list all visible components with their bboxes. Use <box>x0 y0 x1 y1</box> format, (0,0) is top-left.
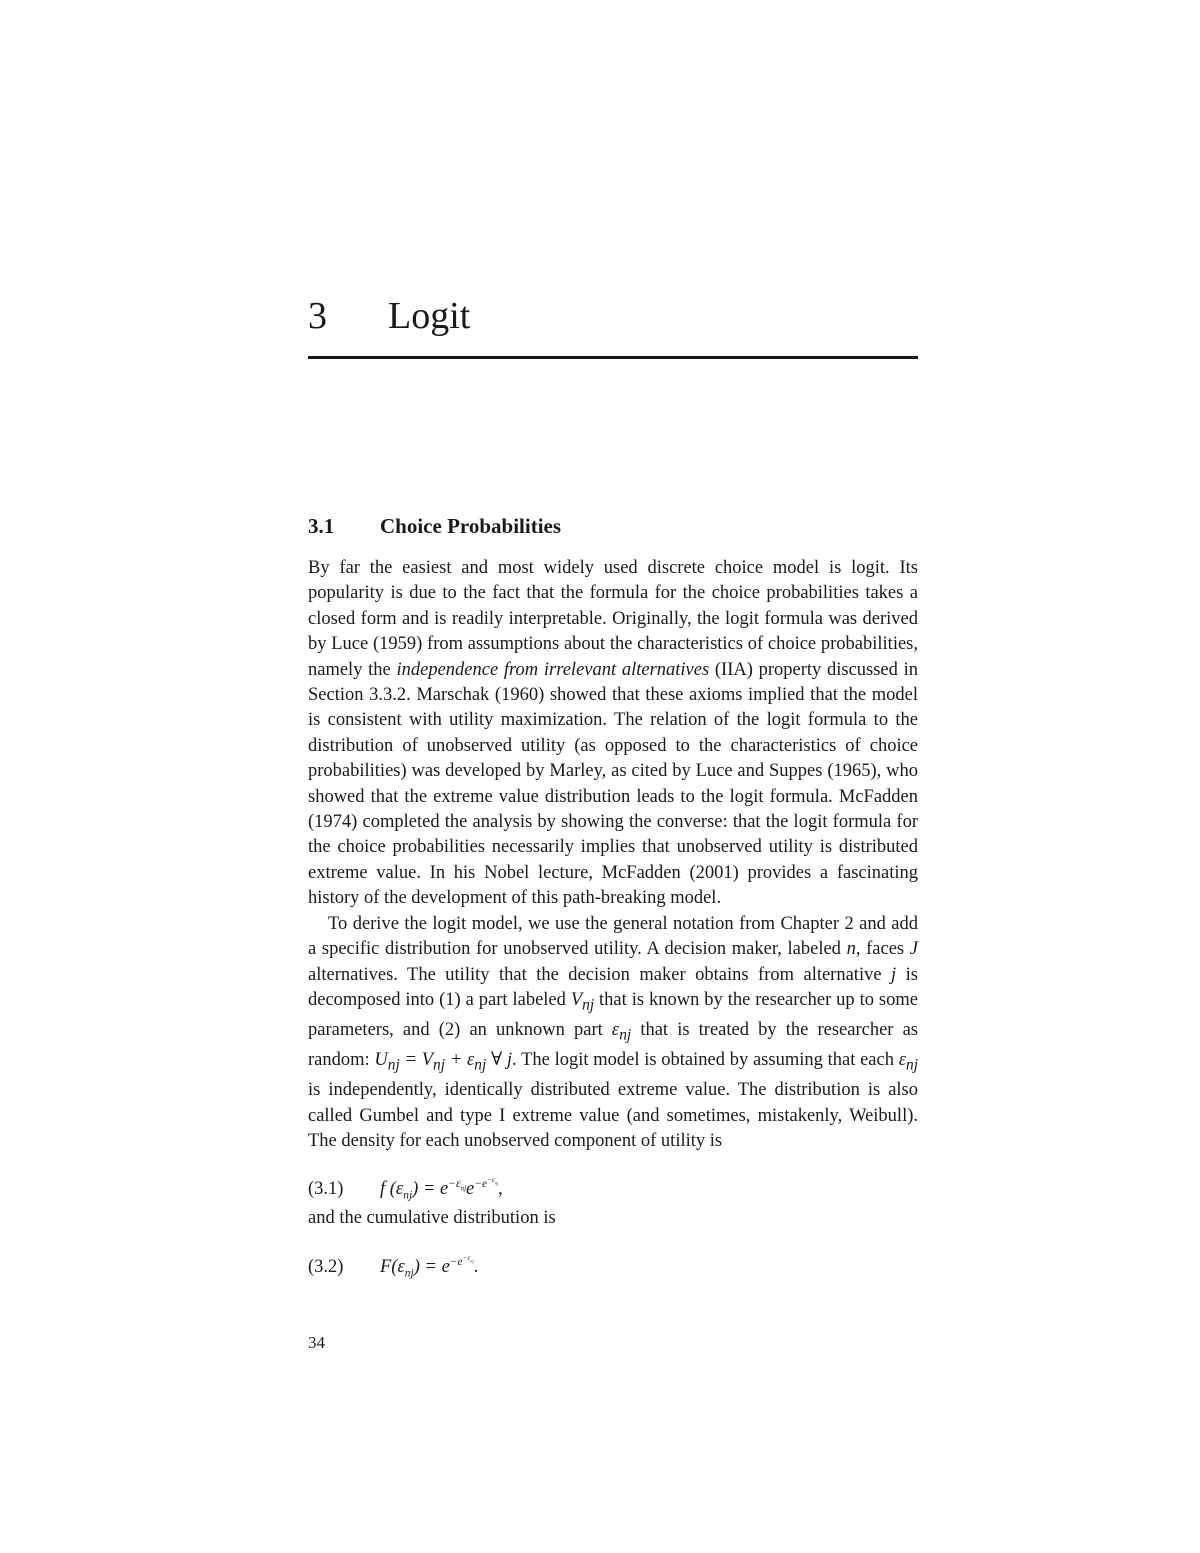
eq-exp-text: −ε <box>462 1253 471 1262</box>
math-eps-nj <box>611 1020 632 1044</box>
eq-subscript: nj <box>460 1184 467 1193</box>
connector-text: and the cumulative distribution is <box>308 1208 556 1229</box>
paragraph-2-text: that is treated by the researcher as random: <box>308 1020 919 1071</box>
math-utility-decomposition <box>374 1050 513 1074</box>
math-symbol: U <box>374 1050 388 1071</box>
math-subscript: nj <box>474 1056 487 1074</box>
eq-subscript: nj <box>403 1190 413 1203</box>
equation-number: (3.1) <box>308 1179 344 1200</box>
math-j: j <box>891 964 897 985</box>
eq-lhs-close: ) = e <box>412 1179 449 1200</box>
eq-subscript: nj <box>404 1267 414 1280</box>
eq-lhs: f (ε <box>380 1179 404 1200</box>
paragraph-1-text: By far the easiest and most widely used discrete choice model is logit. Its popularity is due to the fact that the formula for the choice probabilities takes a closed form and is readily interpretable. Originally, the logit formula was derived by Luce (1959) from assumptions about the characteristics of choice probabilities, namely the <box>308 558 918 680</box>
paragraph-2-text: . The logit model is obtained by assuming that each <box>512 1050 899 1071</box>
section-heading <box>308 512 918 540</box>
paragraph-2 <box>308 912 918 1155</box>
eq-exp-text: −e <box>449 1255 463 1268</box>
math-symbol: ε <box>898 1050 907 1071</box>
math-symbol: ∀ j <box>486 1050 513 1071</box>
section-number: 3.1 <box>308 514 335 538</box>
equation-3-1 <box>308 1160 918 1203</box>
chapter-rule <box>308 356 918 359</box>
math-J: J <box>909 939 918 960</box>
page-number: 34 <box>308 1333 325 1352</box>
paragraph-2-text: is independently, identically distributed extreme value. The distribution is also called Gumbel and type I extreme value (and sometimes, mistakenly, Weibull). The density for each unobserved component of utility is <box>308 1080 918 1151</box>
math-symbol: V <box>570 989 583 1010</box>
paragraph-2-text: is decomposed into (1) a part labeled <box>308 964 918 1010</box>
paragraph-2-text: To derive the logit model, we use the general notation from Chapter 2 and add a specific distribution for unobserved utility. A decision maker, labeled <box>308 913 918 960</box>
math-symbol: + ε <box>445 1050 475 1071</box>
eq-punctuation: , <box>498 1179 503 1200</box>
math-n: n <box>846 939 856 960</box>
eq-subscript: nj <box>494 1180 499 1186</box>
math-subscript: nj <box>906 1056 918 1074</box>
eq-subscript: nj <box>470 1258 474 1264</box>
paragraph-2-text: alternatives. The utility that the decision maker obtains from alternative <box>308 964 892 985</box>
paragraph-1 <box>308 556 918 912</box>
paragraph-1-text-cont: (IIA) property discussed in Section 3.3.2. Marschak (1960) showed that these axioms implied that the model is consistent with utility maximization. The relation of the logit formula to the distribution of unobserved utility (as opposed to the characteristics of choice probabilities) was developed by Marley, as cited by Luce and Suppes (1965), who showed that the extreme value distribution leads to the logit formula. McFadden (1974) completed the analysis by showing the converse: that the logit formula for the choice probabilities necessarily implies that unobserved utility is distributed extreme value. In his Nobel lecture, McFadden (2001) provides a fascinating history of the development of this path-breaking model. <box>308 659 918 909</box>
paragraph-1-emphasis: independence from irrelevant alternatives <box>396 659 710 680</box>
math-subscript: nj <box>387 1056 400 1074</box>
eq-mid: e <box>466 1179 475 1200</box>
eq-inner-exponent <box>487 1176 498 1184</box>
math-subscript: nj <box>619 1026 632 1044</box>
math-subscript: nj <box>433 1056 445 1074</box>
equation-body <box>380 1253 479 1280</box>
paragraph-2-text: , faces <box>855 939 910 960</box>
eq-exp-text: −ε <box>448 1178 461 1191</box>
math-symbol: = V <box>399 1050 434 1071</box>
eq-exponent <box>474 1178 498 1190</box>
eq-punctuation: . <box>473 1256 479 1277</box>
equation-number: (3.2) <box>308 1256 344 1277</box>
math-subscript: nj <box>582 996 595 1014</box>
paragraph-2-text: that is known by the researcher up to some parameters, and (2) an unknown part <box>308 989 918 1040</box>
eq-exp-text: −e <box>474 1178 488 1191</box>
eq-inner-exponent <box>463 1254 474 1262</box>
math-symbol: ε <box>611 1020 620 1040</box>
chapter-number: 3 <box>308 295 327 337</box>
equation-body <box>380 1176 503 1203</box>
section-title: Choice Probabilities <box>380 514 562 538</box>
math-eps-nj <box>898 1050 918 1074</box>
body-text <box>308 556 918 1284</box>
eq-lhs: F(ε <box>380 1256 405 1277</box>
eq-exponent <box>448 1178 467 1193</box>
chapter-title: Logit <box>388 295 471 337</box>
math-V-nj <box>570 989 595 1014</box>
eq-exponent <box>449 1253 474 1268</box>
eq-lhs-close: ) = e <box>413 1256 450 1277</box>
equation-3-2 <box>308 1238 918 1278</box>
chapter-heading <box>308 290 918 360</box>
eq-exp-text: −ε <box>487 1176 495 1185</box>
